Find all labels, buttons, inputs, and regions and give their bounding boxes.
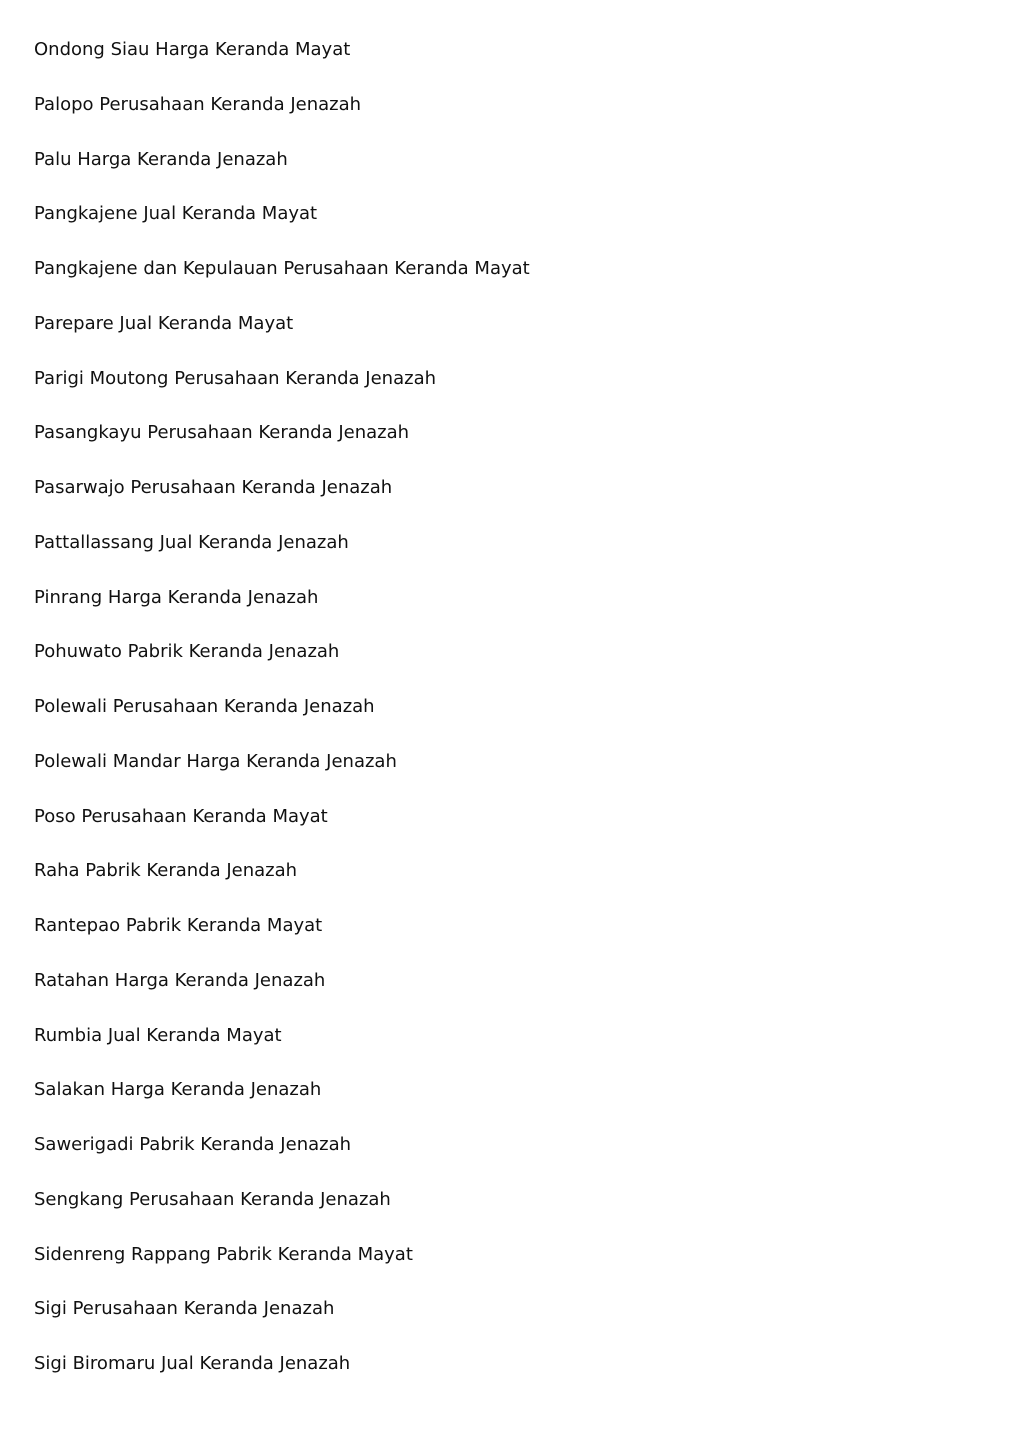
list-item: Sigi Perusahaan Keranda Jenazah: [34, 1298, 335, 1320]
list-item: Polewali Perusahaan Keranda Jenazah: [34, 696, 375, 717]
list-item: Palu Harga Keranda Jenazah: [34, 148, 288, 170]
list-item: Parepare Jual Keranda Mayat: [34, 312, 294, 334]
list-item: Pasarwajo Perusahaan Keranda Jenazah: [34, 477, 393, 498]
list-item: Palopo Perusahaan Keranda Jenazah: [34, 93, 362, 115]
list-item: Pangkajene Jual Keranda Mayat: [34, 203, 318, 225]
list-item: Parigi Moutong Perusahaan Keranda Jenazah: [34, 367, 437, 389]
list-item: Rumbia Jual Keranda Mayat: [34, 1024, 282, 1046]
location-list: [34, 36, 530, 1405]
list-item: Sidenreng Rappang Pabrik Keranda Mayat: [34, 1243, 413, 1265]
list-item: Pasangkayu Perusahaan Keranda Jenazah: [34, 422, 410, 444]
list-item: Raha Pabrik Keranda Jenazah: [34, 860, 298, 882]
list-item: Pinrang Harga Keranda Jenazah: [34, 586, 319, 608]
list-item: Rantepao Pabrik Keranda Mayat: [34, 915, 323, 936]
list-item: Pangkajene dan Kepulauan Perusahaan Keranda Mayat: [34, 258, 530, 279]
list-item: Pattallassang Jual Keranda Jenazah: [34, 531, 349, 553]
list-item: Salakan Harga Keranda Jenazah: [34, 1079, 322, 1101]
list-item: Sengkang Perusahaan Keranda Jenazah: [34, 1188, 391, 1210]
list-item: Ondong Siau Harga Keranda Mayat: [34, 39, 351, 60]
list-item: Sigi Biromaru Jual Keranda Jenazah: [34, 1353, 351, 1374]
list-item: Poso Perusahaan Keranda Mayat: [34, 805, 328, 827]
list-item: Polewali Mandar Harga Keranda Jenazah: [34, 750, 397, 772]
list-item: Pohuwato Pabrik Keranda Jenazah: [34, 641, 340, 663]
list-item: Ratahan Harga Keranda Jenazah: [34, 969, 326, 991]
list-item: Sawerigadi Pabrik Keranda Jenazah: [34, 1134, 352, 1155]
